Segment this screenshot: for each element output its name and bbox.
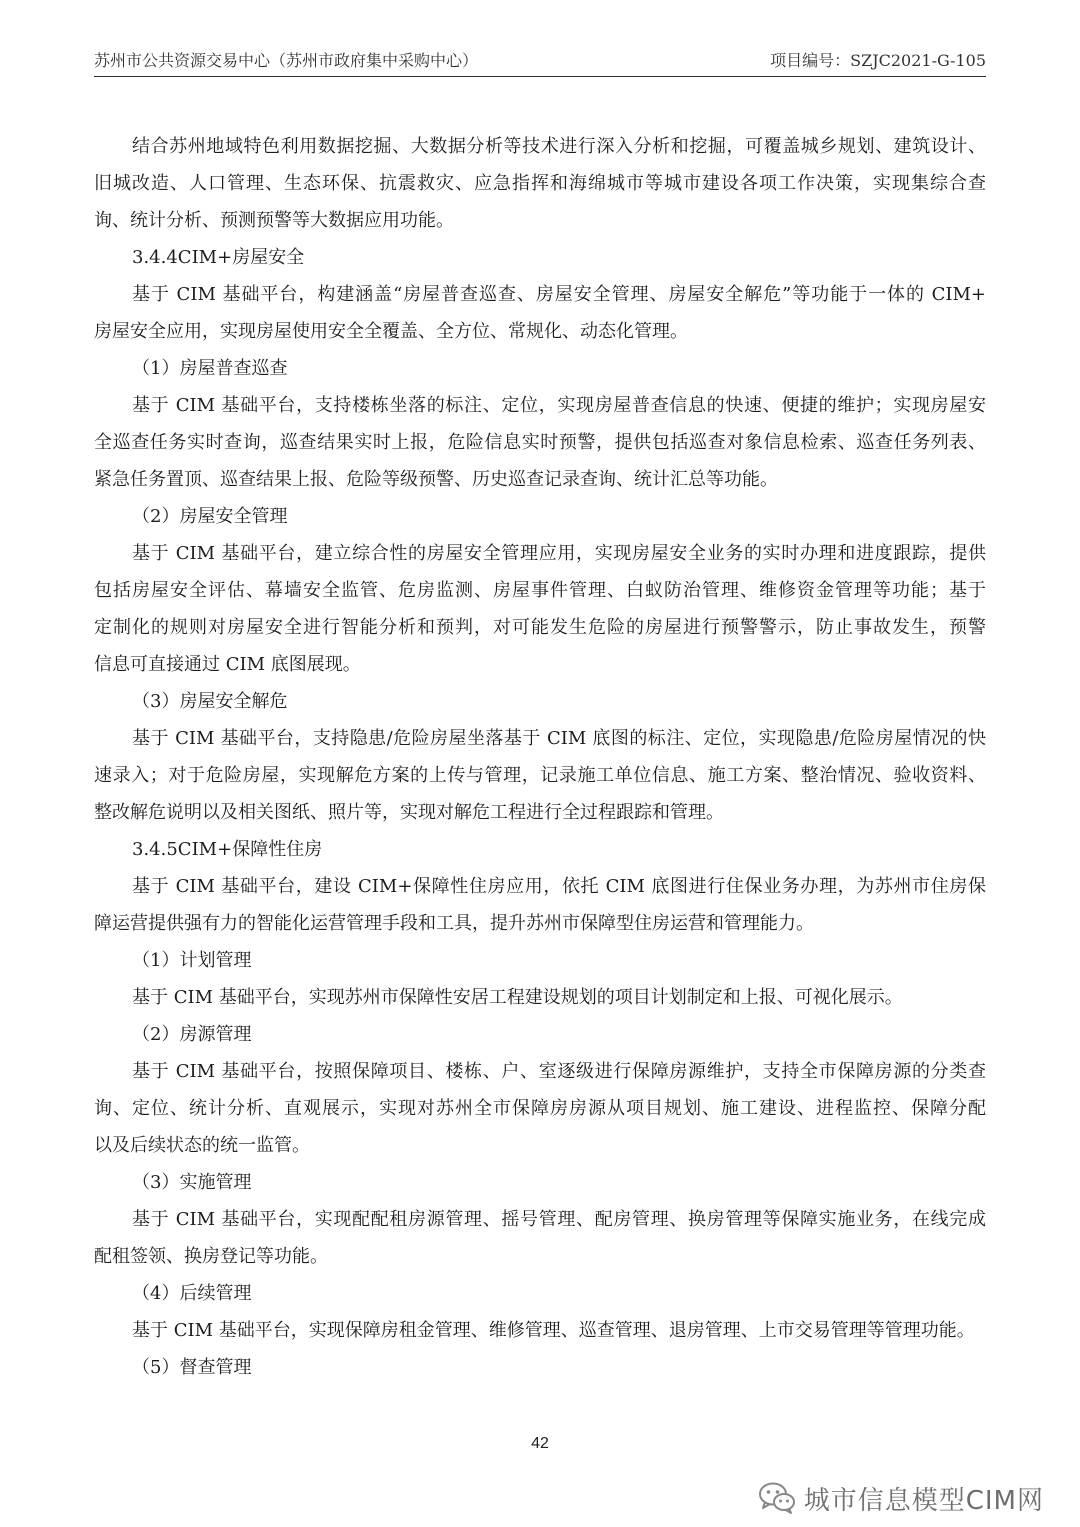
paragraph-line: 速录入；对于危险房屋，实现解危方案的上传与管理，记录施工单位信息、施工方案、整治情况、验收资料、 xyxy=(94,765,986,786)
paragraph-line: 结合苏州地域特色利用数据挖掘、大数据分析等技术进行深入分析和挖掘，可覆盖城乡规划、建筑设计、 xyxy=(132,136,986,157)
section-heading: 3.4.4CIM+房屋安全 xyxy=(132,247,305,268)
paragraph-line: 基于 CIM 基础平台，支持楼栋坐落的标注、定位，实现房屋普查信息的快速、便捷的维护；实现房屋安 xyxy=(132,395,986,416)
paragraph-line: 基于 CIM 基础平台，建立综合性的房屋安全管理应用，实现房屋安全业务的实时办理和进度跟踪，提供 xyxy=(132,543,986,564)
subsection-heading: （3）实施管理 xyxy=(132,1172,252,1193)
paragraph-line: 以及后续状态的统一监管。 xyxy=(94,1135,310,1156)
paragraph-line: 基于 CIM 基础平台，实现苏州市保障性安居工程建设规划的项目计划制定和上报、可视化展示。 xyxy=(132,987,903,1008)
paragraph-line: 包括房屋安全评估、幕墙安全监管、危房监测、房屋事件管理、白蚁防治管理、维修资金管理等功能；基于 xyxy=(94,580,986,601)
paragraph-line: 基于 CIM 基础平台，实现保障房租金管理、维修管理、巡查管理、退房管理、上市交易管理等管理功能。 xyxy=(132,1320,975,1341)
watermark xyxy=(758,1478,1044,1518)
paragraph-line: 询、定位、统计分析、直观展示，实现对苏州全市保障房房源从项目规划、施工建设、进程监控、保障分配 xyxy=(94,1098,986,1119)
paragraph-line: 基于 CIM 基础平台，建设 CIM+保障性住房应用，依托 CIM 底图进行住保业务办理，为苏州市住房保 xyxy=(132,876,986,897)
paragraph-line: 紧急任务置顶、巡查结果上报、危险等级预警、历史巡查记录查询、统计汇总等功能。 xyxy=(94,469,778,490)
paragraph-line: 整改解危说明以及相关图纸、照片等，实现对解危工程进行全过程跟踪和管理。 xyxy=(94,802,724,823)
wechat-icon xyxy=(758,1481,796,1515)
page-number: 42 xyxy=(531,1435,549,1452)
subsection-heading: （4）后续管理 xyxy=(132,1283,252,1304)
paragraph-line: 基于 CIM 基础平台，按照保障项目、楼栋、户、室逐级进行保障房源维护，支持全市保障房源的分类查 xyxy=(132,1061,986,1082)
paragraph-line: 房屋安全应用，实现房屋使用安全全覆盖、全方位、常规化、动态化管理。 xyxy=(94,321,688,342)
paragraph-line: 询、统计分析、预测预警等大数据应用功能。 xyxy=(94,210,454,231)
header-organization: 苏州市公共资源交易中心（苏州市政府集中采购中心） xyxy=(94,51,479,70)
paragraph-line: 障运营提供强有力的智能化运营管理手段和工具，提升苏州市保障型住房运营和管理能力。 xyxy=(94,913,814,934)
subsection-heading: （1）房屋普查巡查 xyxy=(132,358,288,379)
page-header xyxy=(94,50,986,77)
section-heading: 3.4.5CIM+保障性住房 xyxy=(132,839,323,860)
header-project-number: 项目编号：SZJC2021-G-105 xyxy=(770,51,986,70)
paragraph-line: 旧城改造、人口管理、生态环保、抗震救灾、应急指挥和海绵城市等城市建设各项工作决策，实现集综合查 xyxy=(94,173,986,194)
subsection-heading: （3）房屋安全解危 xyxy=(132,691,288,712)
watermark-text: 城市信息模型CIM网 xyxy=(803,1485,1044,1516)
document-body xyxy=(94,128,986,1386)
paragraph-line: 全巡查任务实时查询，巡查结果实时上报，危险信息实时预警，提供包括巡查对象信息检索、巡查任务列表、 xyxy=(94,432,986,453)
subsection-heading: （5）督查管理 xyxy=(132,1357,252,1378)
paragraph-line: 基于 CIM 基础平台，实现配配租房源管理、摇号管理、配房管理、换房管理等保障实施业务，在线完成 xyxy=(132,1209,986,1230)
subsection-heading: （2）房屋安全管理 xyxy=(132,506,288,527)
subsection-heading: （2）房源管理 xyxy=(132,1024,252,1045)
paragraph-line: 配租签领、换房登记等功能。 xyxy=(94,1246,328,1267)
paragraph-line: 基于 CIM 基础平台，支持隐患/危险房屋坐落基于 CIM 底图的标注、定位，实现隐患/危险房屋情况的快 xyxy=(132,728,986,749)
paragraph-line: 基于 CIM 基础平台，构建涵盖“房屋普查巡查、房屋安全管理、房屋安全解危”等功能于一体的 CIM+ xyxy=(132,284,986,305)
subsection-heading: （1）计划管理 xyxy=(132,950,252,971)
paragraph-line: 定制化的规则对房屋安全进行智能分析和预判，对可能发生危险的房屋进行预警警示，防止事故发生，预警 xyxy=(94,617,986,638)
paragraph-line: 信息可直接通过 CIM 底图展现。 xyxy=(94,654,361,675)
